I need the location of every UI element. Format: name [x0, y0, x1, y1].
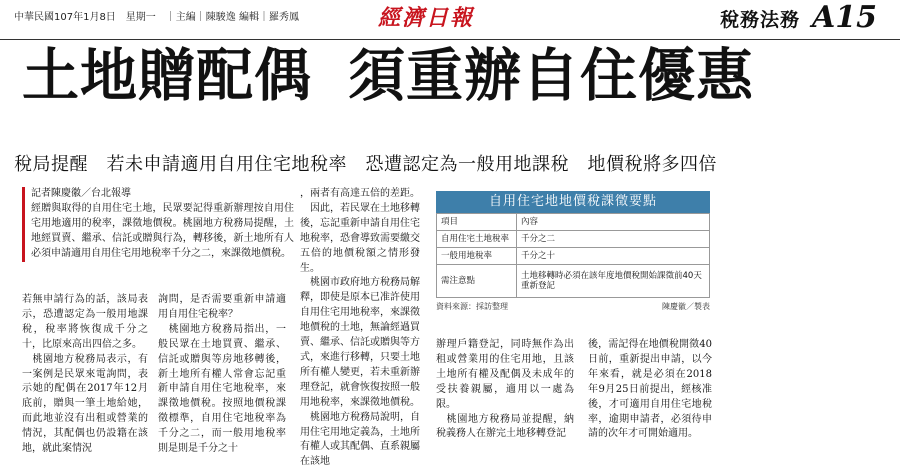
headline-part1: 土地贈配偶 [22, 43, 312, 109]
table-cell: 一般用地稅率 [437, 248, 517, 265]
date-line: 中華民國107年1月8日 星期一 ｜主編｜陳駿逸 編輯｜羅秀鳳 [14, 12, 299, 23]
lead-text: 經贈與取得的自用住宅土地，民眾要記得重新辦理按自用住宅用地適用的稅率，課徵地價稅。桃園地方稅務局提醒，土地經買賣、繼承、信託或贈與行為，轉移後，新土地所有人必須申請適用自用住宅用地稅率千分之二，來課徵地價稅。 [31, 202, 294, 259]
headline-part2: 須重辦自住優惠 [348, 43, 754, 109]
table-row [437, 248, 710, 265]
article-column-2: 詢問，是否需要重新申請適用自用住宅稅率？ 桃園地方稅務局指出，一般民眾在土地買賣、繼承、信託或贈與等房地移轉後，新土地所有權人常會忘記重新申請自用住宅地稅率，來課徵地價稅。按照地價稅課徵標準，自用住宅地稅率為千分之二，而一般用地稅率則是則是千分之十 [158, 294, 286, 455]
article-column-5: 後，需記得在地價稅開徵40日前，重新提出申請，以今年來看，就是必須在2018年9月25日前提出，經核准後，才可適用自用住宅地稅率，逾期申請者，必須待申請的次年才可開始適用。 [588, 339, 712, 440]
lead-paragraph [22, 187, 294, 262]
byline: 記者陳慶徽／台北報導 [31, 188, 131, 199]
info-table [436, 213, 710, 298]
newspaper-logo: 經濟日報 [378, 5, 475, 31]
table-row [437, 231, 710, 248]
subheadline: 稅局提醒 若未申請適用自用住宅地稅率 恐遭認定為一般用地課稅 地價稅將多四倍 [14, 154, 717, 175]
table-cell: 項目 [437, 214, 517, 231]
article-column-1: 若無申請行為的話，該局表示，恐遭認定為一般用地課稅，稅率將恢復成千分之十，比原來高出四倍之多。 桃園地方稅務局表示，有一案例是民眾來電詢問，表示她的配偶在2017年12月底前，贈與一筆土地給她，而此地並沒有出租或營業的情況，其配偶也仍設籍在該地，就此案情況 [22, 294, 148, 455]
info-box-footer [436, 301, 710, 312]
table-cell: 千分之二 [517, 231, 710, 248]
headline [22, 43, 754, 109]
article-column-3: ，兩者有高達五倍的差距。 因此，若民眾在土地移轉後，忘記重新申請自用住宅地稅率，恐會導致需要繳交五倍的地價稅額之情形發生。 桃園市政府地方稅務局解釋，即使是原本已准許使用自用住宅用地稅率，來課徵地價稅的土地，無論經過買賣、繼承、信託或贈與等方式，來進行移轉，只要土地所有權人變更，若未重新辦理登記，就會恢復按照一般用地稅率，來課徵地價稅。 桃園地方稅務局說明，自用住宅用地定義為，土地所有權人或其配偶、直系親屬在該地 [300, 188, 420, 468]
table-credit: 陳慶徽／製表 [662, 302, 710, 311]
info-box-title: 自用住宅地地價稅課徵要點 [436, 191, 710, 213]
table-cell: 自用住宅土地稅率 [437, 231, 517, 248]
section-title: 稅務法務 [720, 9, 801, 31]
table-cell: 千分之十 [517, 248, 710, 265]
table-cell: 土地移轉時必須在該年度地價稅開始課徵前40天重新登記 [517, 265, 710, 298]
table-row [437, 265, 710, 298]
source-note: 資料來源：採訪整理 [436, 302, 508, 311]
article-column-4: 辦理戶籍登記，同時無作為出租或營業用的住宅用地，且該土地所有權及配偶及未成年的受扶養親屬，適用以一處為限。 桃園地方稅務局並提醒，納稅義務人在辦完土地移轉登記 [436, 339, 574, 440]
table-cell: 需注意點 [437, 265, 517, 298]
table-cell: 內容 [517, 214, 710, 231]
masthead [0, 0, 900, 40]
info-box [436, 191, 710, 317]
page-number: A15 [812, 0, 878, 35]
table-row [437, 214, 710, 231]
